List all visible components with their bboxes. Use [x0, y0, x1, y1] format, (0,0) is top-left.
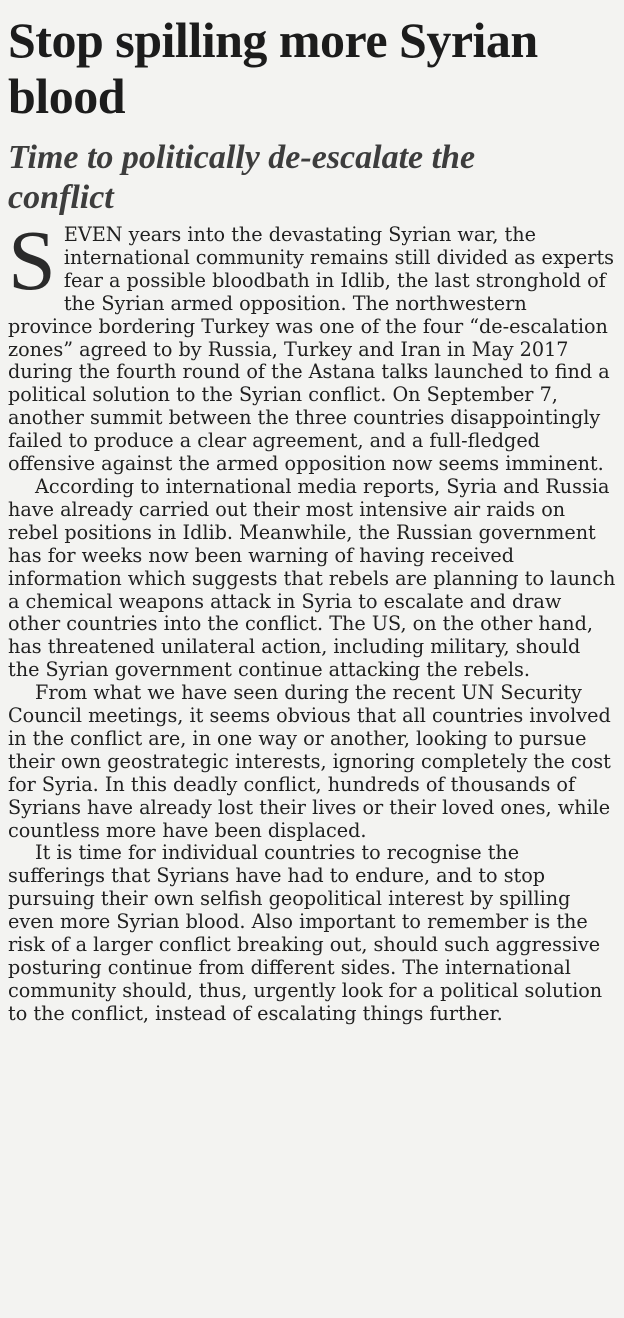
- paragraph-4: It is time for individual countries to recognise the sufferings that Syrians have had to endure, and to stop pursuing their own selfish geopolitical interest by spilling even more Syrian blood. Also important to remember is the risk of a larger conflict breaking out, should such aggressive posturing continue from different sides. The international community should, thus, urgently look for a political solution to the conflict, instead of escalating things further.: [8, 841, 603, 1025]
- drop-cap: S: [8, 212, 56, 308]
- subheadline: Time to politically de-escalate the conflict: [8, 139, 476, 216]
- headline: Stop spilling more Syrian blood: [8, 12, 538, 124]
- paragraph-1: [8, 212, 616, 476]
- article-body: [8, 212, 616, 1026]
- paragraph-3: From what we have seen during the recent UN Security Council meetings, it seems obvious that all countries involved in the conflict are, in one way or another, looking to pursue their own geostrategic interests, ignoring completely the cost for Syria. In this deadly conflict, hundreds of thousands of Syrians have already lost their lives or their loved ones, while countless more have been displaced.: [8, 681, 611, 842]
- paragraph-1-text: EVEN years into the devastating Syrian war, the international community remains still divided as experts fear a possible bloodbath in Idlib, the last stronghold of the Syrian armed opposition. The northwestern province bordering Turkey was one of the four “de-escalation zones” agreed to by Russia, Turkey and Iran in May 2017 during the fourth round of the Astana talks launched to find a political solution to the Syrian conflict. On September 7, another summit between the three countries disappointingly failed to produce a clear agreement, and a full-fledged offensive against the armed opposition now seems imminent.: [8, 223, 615, 476]
- paragraph-2: According to international media reports, Syria and Russia have already carried out their most intensive air raids on rebel positions in Idlib. Meanwhile, the Russian government has for weeks now been warning of having received information which suggests that rebels are planning to launch a chemical weapons attack in Syria to escalate and draw other countries into the conflict. The US, on the other hand, has threatened unilateral action, including military, should the Syrian government continue attacking the rebels.: [8, 474, 616, 682]
